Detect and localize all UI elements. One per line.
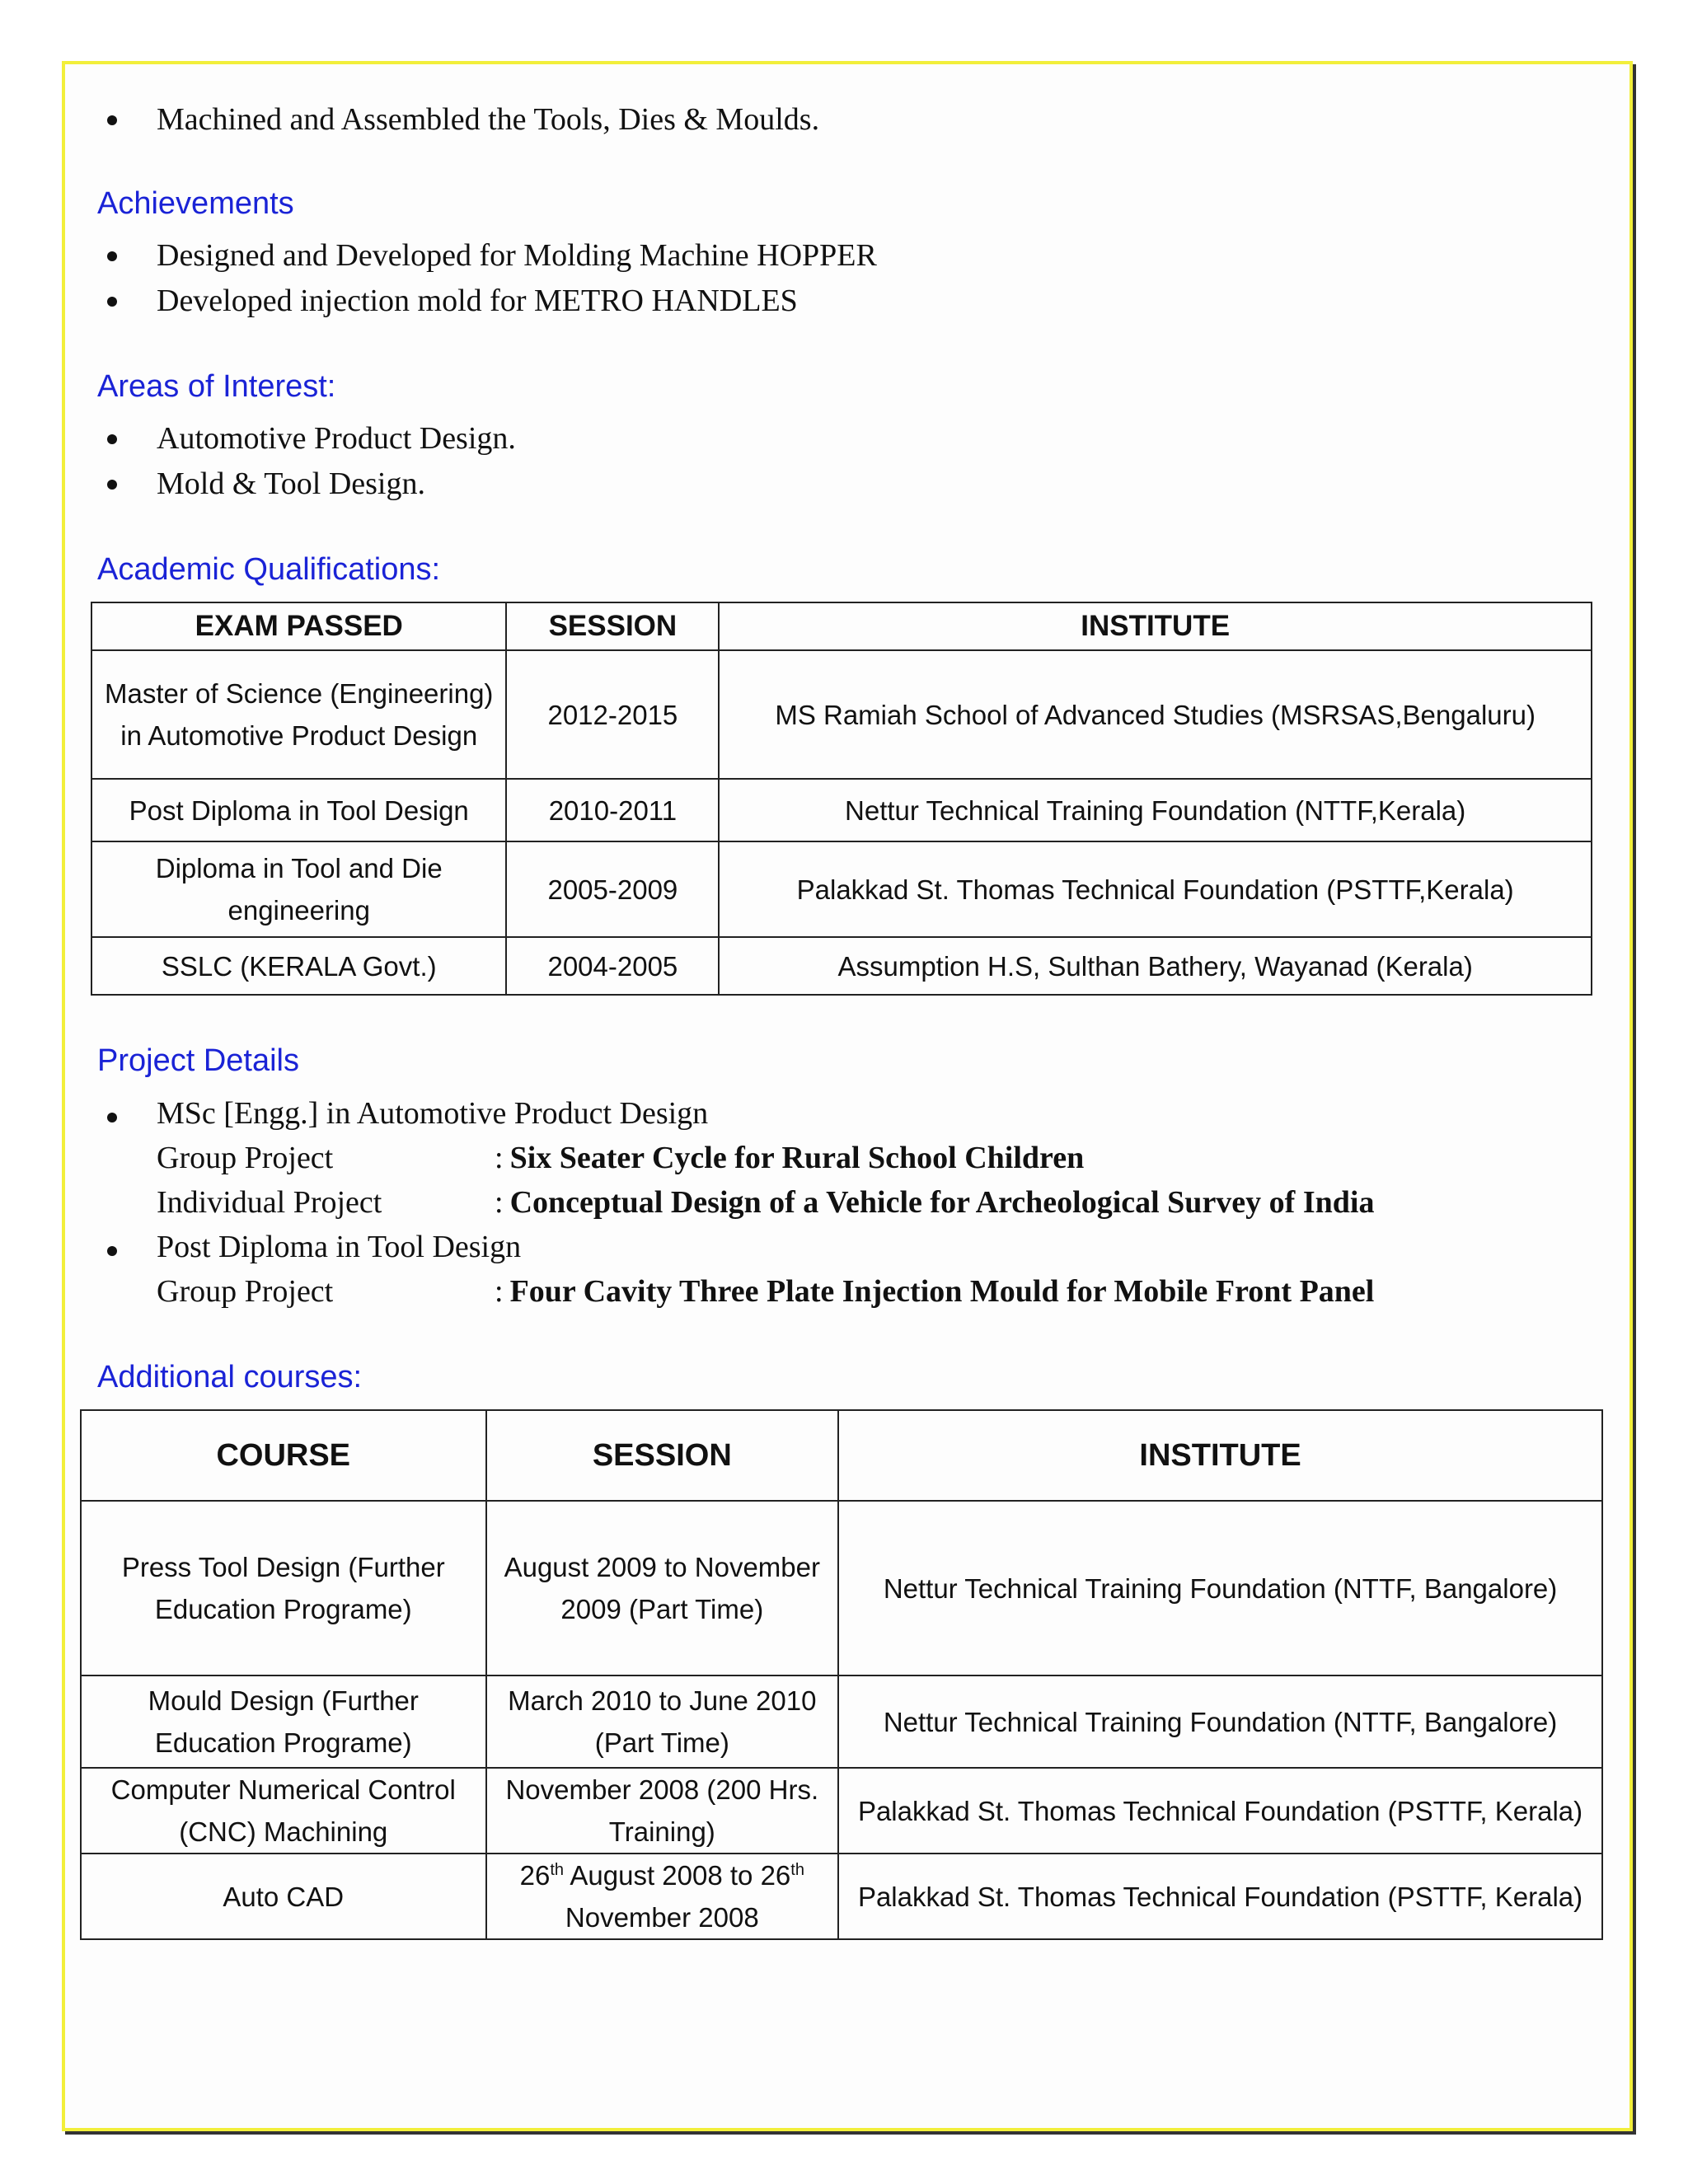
courses-heading: Additional courses: [97,1360,363,1394]
academic-heading: Academic Qualifications: [97,552,441,587]
header-course: COURSE [81,1410,486,1501]
bullet-icon [107,251,117,261]
bullet-icon [107,1246,117,1256]
table-cell: MS Ramiah School of Advanced Studies (MSRSAS,Bengaluru) [719,650,1592,779]
table-cell: Palakkad St. Thomas Technical Foundation (PSTTF, Kerala) [838,1854,1602,1939]
header-institute: INSTITUTE [719,602,1592,650]
table-cell: Palakkad St. Thomas Technical Foundation (PSTTF,Kerala) [719,841,1592,937]
ordinal-suffix: th [550,1861,565,1879]
table-row [91,937,1592,995]
project-degree-2: Post Diploma in Tool Design [157,1230,522,1264]
table-cell: Master of Science (Engineering) in Automotive Product Design [91,650,506,779]
table-cell: August 2009 to November 2009 (Part Time) [486,1501,839,1675]
project-title: Conceptual Design of a Vehicle for Archeological Survey of India [509,1185,1375,1220]
table-cell: Mould Design (Further Education Programe) [81,1675,486,1768]
project-row [157,1269,1374,1314]
table-cell: 2010-2011 [506,779,719,841]
project-title: Six Seater Cycle for Rural School Children [509,1141,1085,1175]
courses-table [80,1409,1603,1940]
table-header-row [91,602,1592,650]
table-cell: Nettur Technical Training Foundation (NTTF,Kerala) [719,779,1592,841]
projects-heading: Project Details [97,1043,299,1078]
table-cell: 2004-2005 [506,937,719,995]
table-cell: Assumption H.S, Sulthan Bathery, Wayanad (Kerala) [719,937,1592,995]
project-label: Group Project [157,1141,334,1175]
project-label: Individual Project [157,1185,382,1220]
project-row [157,1136,1084,1180]
date-text: 26 [519,1860,551,1891]
bullet-icon [107,297,117,307]
achievements-heading: Achievements [97,186,294,221]
project-colon: : [495,1185,504,1220]
table-cell: Post Diploma in Tool Design [91,779,506,841]
top-bullet-list [0,97,819,143]
table-cell [486,1854,839,1939]
table-row [91,779,1592,841]
list-item: Developed injection mold for METRO HANDLES [0,279,877,324]
table-cell: Nettur Technical Training Foundation (NTTF, Bangalore) [838,1675,1602,1768]
table-row [91,650,1592,779]
interests-list [0,416,516,507]
table-row [81,1501,1602,1675]
header-session: SESSION [486,1410,839,1501]
list-item: Machined and Assembled the Tools, Dies & Moulds. [0,97,819,143]
table-cell: SSLC (KERALA Govt.) [91,937,506,995]
header-institute: INSTITUTE [838,1410,1602,1501]
table-cell: 2005-2009 [506,841,719,937]
list-item: Mold & Tool Design. [0,462,516,507]
table-cell: Computer Numerical Control (CNC) Machining [81,1768,486,1854]
project-label: Group Project [157,1274,334,1309]
table-cell: 2012-2015 [506,650,719,779]
project-row [157,1180,1374,1225]
project-title: Four Cavity Three Plate Injection Mould for Mobile Front Panel [509,1274,1375,1309]
table-cell: Auto CAD [81,1854,486,1939]
interests-heading: Areas of Interest: [97,369,336,404]
project-colon: : [495,1141,504,1175]
list-item: Designed and Developed for Molding Machine HOPPER [0,233,877,279]
table-row [81,1854,1602,1939]
table-cell: Diploma in Tool and Die engineering [91,841,506,937]
table-cell: November 2008 (200 Hrs. Training) [486,1768,839,1854]
bullet-icon [107,115,117,125]
table-row [81,1675,1602,1768]
table-cell: March 2010 to June 2010 (Part Time) [486,1675,839,1768]
bullet-icon [107,480,117,490]
table-cell: Press Tool Design (Further Education Programe) [81,1501,486,1675]
ordinal-suffix: th [790,1861,804,1879]
header-session: SESSION [506,602,719,650]
table-row [91,841,1592,937]
table-cell: Nettur Technical Training Foundation (NTTF, Bangalore) [838,1501,1602,1675]
date-text: August 2008 to 26 [564,1860,791,1891]
table-row [81,1768,1602,1854]
list-item: Automotive Product Design. [0,416,516,462]
project-colon: : [495,1274,504,1309]
project-degree-1: MSc [Engg.] in Automotive Product Design [157,1096,709,1131]
header-exam: EXAM PASSED [91,602,506,650]
academic-table [91,602,1592,996]
table-cell: Palakkad St. Thomas Technical Foundation (PSTTF, Kerala) [838,1768,1602,1854]
table-header-row [81,1410,1602,1501]
achievements-list [0,233,877,324]
bullet-icon [107,1113,117,1122]
date-text: November 2008 [565,1902,759,1933]
bullet-icon [107,434,117,444]
